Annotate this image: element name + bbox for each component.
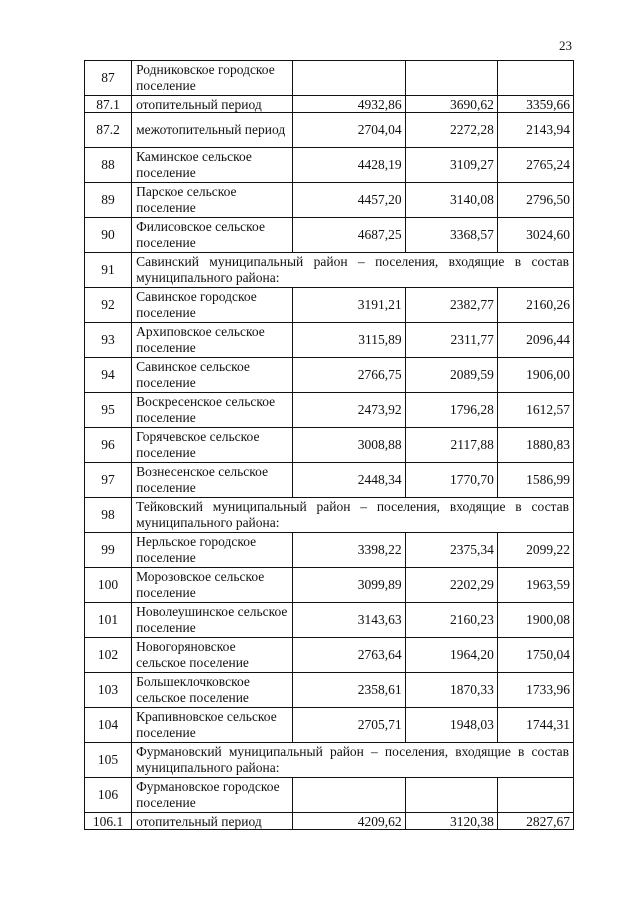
- row-number: 88: [85, 148, 132, 183]
- settlement-name: Каминское сельское поселение: [132, 148, 293, 183]
- row-number: 89: [85, 183, 132, 218]
- value-cell-v2: 1870,33: [405, 673, 497, 708]
- table-row: [85, 113, 574, 148]
- row-number: 99: [85, 533, 132, 568]
- value-cell-v2: 3690,62: [405, 96, 497, 113]
- value-cell-v3: 1612,57: [497, 393, 573, 428]
- row-number: 98: [85, 498, 132, 533]
- value-cell-v3: 1880,83: [497, 428, 573, 463]
- row-number: 87.1: [85, 96, 132, 113]
- value-cell-v1: [293, 61, 405, 96]
- value-cell-v1: 2704,04: [293, 113, 405, 148]
- table-row: [85, 96, 574, 113]
- settlement-name: Морозовское сельское поселение: [132, 568, 293, 603]
- value-cell-v1: 2358,61: [293, 673, 405, 708]
- table-row: [85, 743, 574, 778]
- value-cell-v3: 1900,08: [497, 603, 573, 638]
- value-cell-v3: 2160,26: [497, 288, 573, 323]
- value-cell-v2: 2117,88: [405, 428, 497, 463]
- row-number: 90: [85, 218, 132, 253]
- value-cell-v3: 1733,96: [497, 673, 573, 708]
- value-cell-v3: 3359,66: [497, 96, 573, 113]
- table-row: [85, 61, 574, 96]
- settlement-name: отопительный период: [132, 813, 293, 830]
- value-cell-v1: 2763,64: [293, 638, 405, 673]
- table-row: [85, 323, 574, 358]
- value-cell-v3: 2096,44: [497, 323, 573, 358]
- settlement-name: Парское сельское поселение: [132, 183, 293, 218]
- value-cell-v2: 1796,28: [405, 393, 497, 428]
- row-number: 92: [85, 288, 132, 323]
- value-cell-v3: 1586,99: [497, 463, 573, 498]
- settlement-name: Нерльское городское поселение: [132, 533, 293, 568]
- value-cell-v3: 1750,04: [497, 638, 573, 673]
- value-cell-v2: [405, 778, 497, 813]
- row-number: 91: [85, 253, 132, 288]
- settlement-name: Родниковское городское поселение: [132, 61, 293, 96]
- table-row: [85, 218, 574, 253]
- value-cell-v1: 3191,21: [293, 288, 405, 323]
- table-row: [85, 568, 574, 603]
- table-body: [85, 61, 574, 830]
- settlement-name: межотопительный период: [132, 113, 293, 148]
- row-number: 93: [85, 323, 132, 358]
- settlement-name: Фурмановское городское поселение: [132, 778, 293, 813]
- table-row: [85, 708, 574, 743]
- value-cell-v2: 2272,28: [405, 113, 497, 148]
- table-row: [85, 778, 574, 813]
- settlement-name: Архиповское сельское поселение: [132, 323, 293, 358]
- row-number: 105: [85, 743, 132, 778]
- value-cell-v3: 1963,59: [497, 568, 573, 603]
- row-number: 87.2: [85, 113, 132, 148]
- value-cell-v3: 2796,50: [497, 183, 573, 218]
- row-number: 106: [85, 778, 132, 813]
- value-cell-v3: 2827,67: [497, 813, 573, 830]
- table-row: [85, 603, 574, 638]
- settlement-name: Большеклочковское сельское поселение: [132, 673, 293, 708]
- table-row: [85, 253, 574, 288]
- value-cell-v1: 2705,71: [293, 708, 405, 743]
- value-cell-v2: 1964,20: [405, 638, 497, 673]
- value-cell-v3: 2099,22: [497, 533, 573, 568]
- value-cell-v2: 3120,38: [405, 813, 497, 830]
- value-cell-v3: [497, 61, 573, 96]
- value-cell-v2: [405, 61, 497, 96]
- value-cell-v3: 1744,31: [497, 708, 573, 743]
- settlement-name: Новогоряновское сельское поселение: [132, 638, 293, 673]
- row-number: 100: [85, 568, 132, 603]
- table-row: [85, 463, 574, 498]
- value-cell-v1: 4687,25: [293, 218, 405, 253]
- value-cell-v1: 4457,20: [293, 183, 405, 218]
- settlement-name: Воскресенское сельское поселение: [132, 393, 293, 428]
- value-cell-v1: 3398,22: [293, 533, 405, 568]
- value-cell-v1: 3115,89: [293, 323, 405, 358]
- settlement-name: Вознесенское сельское поселение: [132, 463, 293, 498]
- value-cell-v1: 4932,86: [293, 96, 405, 113]
- value-cell-v1: 3143,63: [293, 603, 405, 638]
- value-cell-v2: 1948,03: [405, 708, 497, 743]
- value-cell-v2: 3140,08: [405, 183, 497, 218]
- district-heading: Тейковский муниципальный район – поселения, входящие в состав муниципального района:: [132, 498, 574, 533]
- value-cell-v3: [497, 778, 573, 813]
- value-cell-v2: 2089,59: [405, 358, 497, 393]
- row-number: 94: [85, 358, 132, 393]
- value-cell-v3: 1906,00: [497, 358, 573, 393]
- settlement-name: Горячевское сельское поселение: [132, 428, 293, 463]
- settlement-name: Савинское городское поселение: [132, 288, 293, 323]
- value-cell-v1: 4209,62: [293, 813, 405, 830]
- district-heading: Фурмановский муниципальный район – поселения, входящие в состав муниципального района:: [132, 743, 574, 778]
- settlement-name: отопительный период: [132, 96, 293, 113]
- value-cell-v3: 2765,24: [497, 148, 573, 183]
- value-cell-v2: 3109,27: [405, 148, 497, 183]
- row-number: 101: [85, 603, 132, 638]
- value-cell-v1: 2473,92: [293, 393, 405, 428]
- value-cell-v1: 3008,88: [293, 428, 405, 463]
- table-row: [85, 813, 574, 830]
- table-row: [85, 288, 574, 323]
- value-cell-v3: 2143,94: [497, 113, 573, 148]
- table-row: [85, 428, 574, 463]
- settlement-name: Филисовское сельское поселение: [132, 218, 293, 253]
- table-row: [85, 393, 574, 428]
- page-number: 23: [559, 38, 572, 53]
- settlement-name: Новолеушинское сельское поселение: [132, 603, 293, 638]
- row-number: 97: [85, 463, 132, 498]
- row-number: 104: [85, 708, 132, 743]
- value-cell-v1: [293, 778, 405, 813]
- tariff-table: [84, 60, 574, 830]
- row-number: 103: [85, 673, 132, 708]
- table-row: [85, 673, 574, 708]
- value-cell-v2: 2382,77: [405, 288, 497, 323]
- value-cell-v1: 3099,89: [293, 568, 405, 603]
- row-number: 102: [85, 638, 132, 673]
- value-cell-v2: 2202,29: [405, 568, 497, 603]
- table-row: [85, 533, 574, 568]
- settlement-name: Савинское сельское поселение: [132, 358, 293, 393]
- value-cell-v2: 3368,57: [405, 218, 497, 253]
- value-cell-v2: 1770,70: [405, 463, 497, 498]
- row-number: 106.1: [85, 813, 132, 830]
- value-cell-v3: 3024,60: [497, 218, 573, 253]
- value-cell-v1: 2448,34: [293, 463, 405, 498]
- row-number: 87: [85, 61, 132, 96]
- table-row: [85, 638, 574, 673]
- table-row: [85, 358, 574, 393]
- value-cell-v1: 2766,75: [293, 358, 405, 393]
- value-cell-v1: 4428,19: [293, 148, 405, 183]
- table-row: [85, 183, 574, 218]
- value-cell-v2: 2375,34: [405, 533, 497, 568]
- table-row: [85, 498, 574, 533]
- value-cell-v2: 2160,23: [405, 603, 497, 638]
- district-heading: Савинский муниципальный район – поселения, входящие в состав муниципального района:: [132, 253, 574, 288]
- settlement-name: Крапивновское сельское поселение: [132, 708, 293, 743]
- value-cell-v2: 2311,77: [405, 323, 497, 358]
- table-row: [85, 148, 574, 183]
- row-number: 95: [85, 393, 132, 428]
- row-number: 96: [85, 428, 132, 463]
